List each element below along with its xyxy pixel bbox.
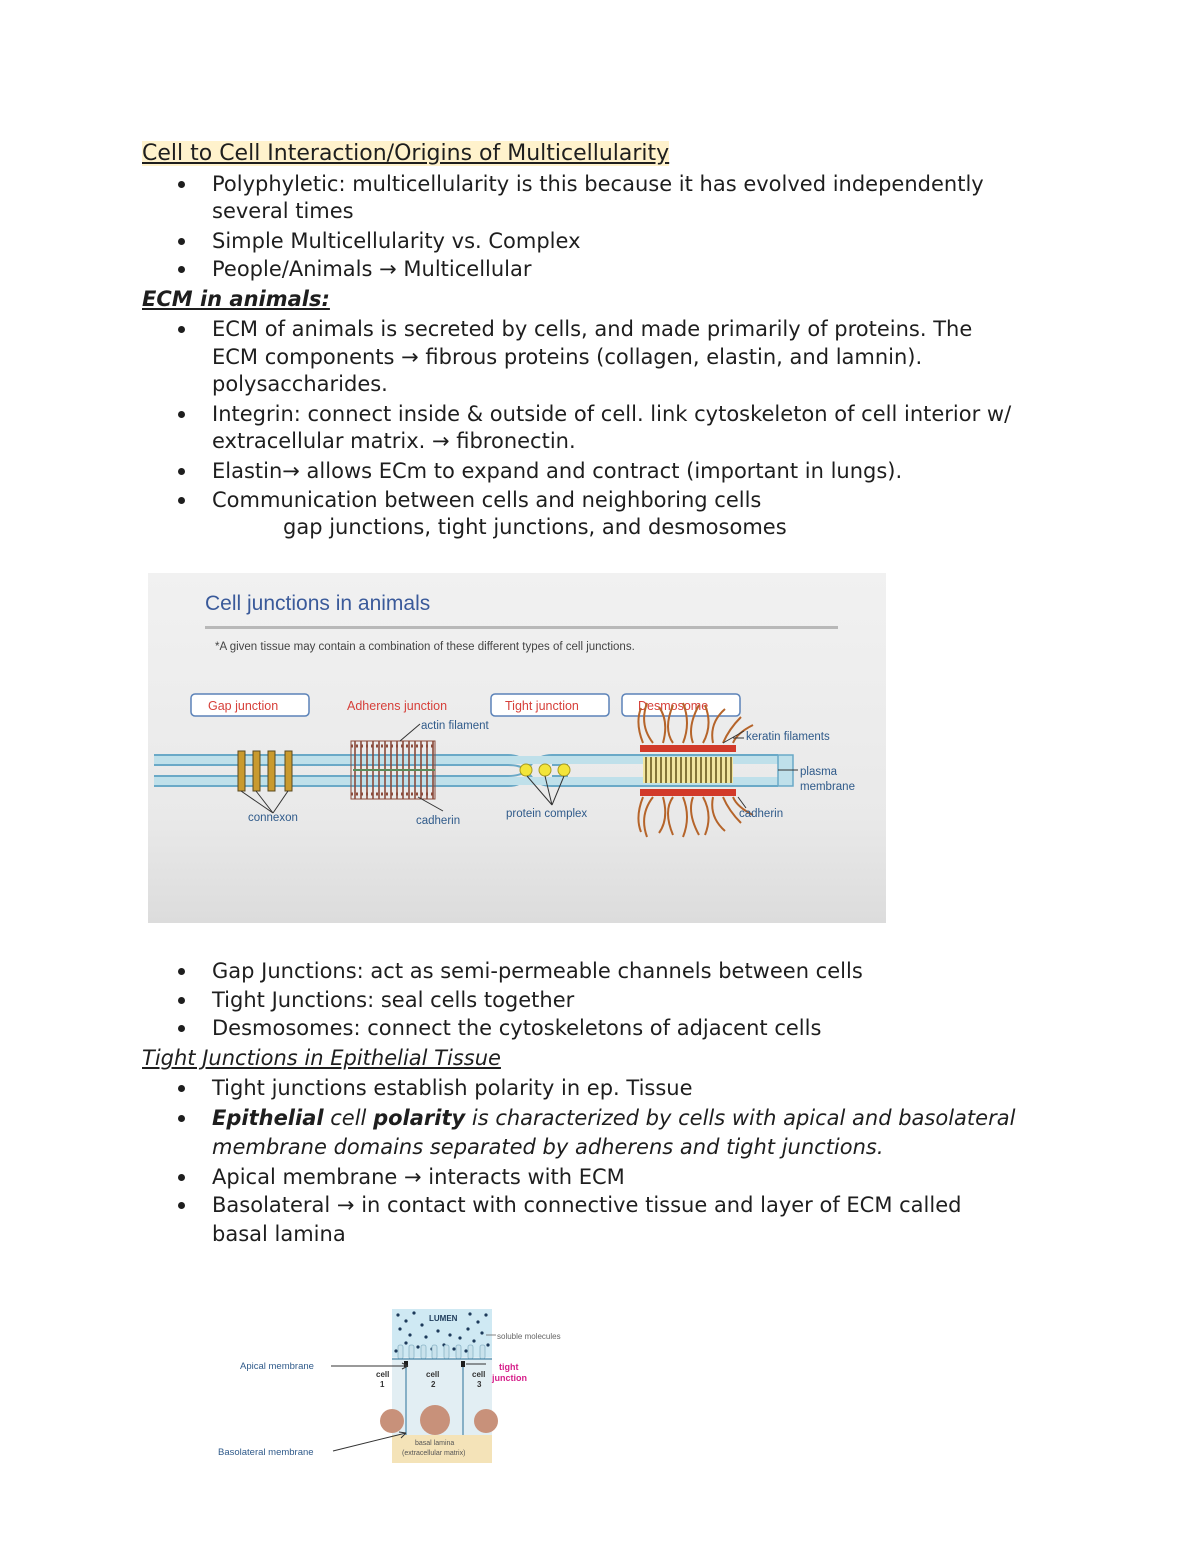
keratin-filaments-label: keratin filaments [746,731,830,743]
cell-number-2: 2 [431,1380,436,1389]
bullet [178,1115,185,1122]
connexon-label: connexon [248,812,298,824]
desmosome-label: Desmosome [638,699,709,713]
list-item: Tight Junctions: seal cells together [212,988,575,1012]
apical-membrane-label: Apical membrane [240,1361,314,1372]
tight-junction-proteins [520,764,570,776]
list-item-continuation: extracellular matrix. → fibronectin. [212,429,576,453]
figure-note: *A given tissue may contain a combination of these different types of cell junctions. [215,641,635,653]
bullet [178,497,185,504]
cell-number-1: 1 [380,1380,385,1389]
figure-background [148,573,886,923]
list-item: Simple Multicellularity vs. Complex [212,229,581,253]
soluble-molecules-label: soluble molecules [497,1332,561,1341]
list-item-continuation: basal lamina [212,1222,346,1246]
figure-title: Cell junctions in animals [205,592,431,615]
bullet [178,1025,185,1032]
list-item: Polyphyletic: multicellularity is this because it has evolved independently [212,172,984,196]
lumen-label: LUMEN [429,1314,458,1323]
cell-label-2: cell [426,1370,440,1379]
list-item: Elastin→ allows ECm to expand and contract (important in lungs). [212,459,903,483]
list-item: Basolateral → in contact with connective tissue and layer of ECM called [212,1193,962,1217]
nucleus-2 [420,1405,450,1435]
title-rule [205,626,838,629]
bullet [178,968,185,975]
adherens-junction-label: Adherens junction [347,699,448,713]
bullet [178,411,185,418]
list-item: Integrin: connect inside & outside of cell. link cytoskeleton of cell interior w/ [212,402,1012,426]
list-item-continuation: ECM components → fibrous proteins (collagen, elastin, and lamnin). [212,345,923,369]
list-item-continuation: polysaccharides. [212,372,388,396]
protein-complex-label: protein complex [506,808,588,820]
gap-junction-label: Gap junction [208,699,279,713]
bullet [178,326,185,333]
list-item: Tight junctions establish polarity in ep. Tissue [212,1076,693,1100]
cadherin-label-1: cadherin [416,815,461,827]
bullet [178,468,185,475]
tight-junction-marker [461,1361,465,1367]
basal-lamina-label: basal lamina [415,1440,455,1447]
section-title-cell-interaction: Cell to Cell Interaction/Origins of Multicellularity [142,141,670,166]
bullet [178,1202,185,1209]
list-item: ECM of animals is secreted by cells, and made primarily of proteins. The [212,317,973,341]
epithelial-diagram [210,1305,590,1475]
nucleus-3 [474,1409,498,1433]
list-item: Apical membrane → interacts with ECM [212,1165,625,1189]
list-item-continuation: several times [212,199,354,223]
cell-junctions-diagram [148,573,886,923]
bullet [178,1085,185,1092]
nucleus-1 [380,1409,404,1433]
cell-label-1: cell [376,1370,390,1379]
actin-filament-label: actin filament [421,720,489,732]
basal-lamina-label-2: (extracellular matrix) [402,1450,466,1457]
list-item-epithelial: Epithelial cell polarity is characterized by cells with apical and basolateral [212,1106,1016,1130]
tight-junction-label: Tight junction [505,699,579,713]
bullet [178,997,185,1004]
tight-junction-label-2: junction [492,1373,527,1383]
section-title-tight-junctions: Tight Junctions in Epithelial Tissue [142,1046,501,1070]
bullet [178,266,185,273]
bullet [178,1174,185,1181]
list-item: Desmosomes: connect the cytoskeletons of adjacent cells [212,1016,822,1040]
epithelial-figure [210,1305,590,1475]
tight-junction-label-1: tight [499,1362,519,1372]
membrane-label: membrane [800,781,855,793]
list-item: People/Animals → Multicellular [212,257,532,281]
bullet [178,181,185,188]
basolateral-membrane-label: Basolateral membrane [218,1447,314,1458]
cell-label-3: cell [472,1370,486,1379]
list-item: Gap Junctions: act as semi-permeable channels between cells [212,959,863,983]
cell-junctions-figure [148,573,886,923]
cadherin-label-2: cadherin [739,808,784,820]
bullet [178,238,185,245]
list-item: Communication between cells and neighboring cells [212,488,762,512]
plasma-label: plasma [800,766,838,778]
list-item-indented: gap junctions, tight junctions, and desmosomes [283,515,787,539]
list-item-continuation: membrane domains separated by adherens and tight junctions. [212,1135,884,1159]
section-title-ecm: ECM in animals: [142,287,330,311]
cell-number-3: 3 [477,1380,482,1389]
